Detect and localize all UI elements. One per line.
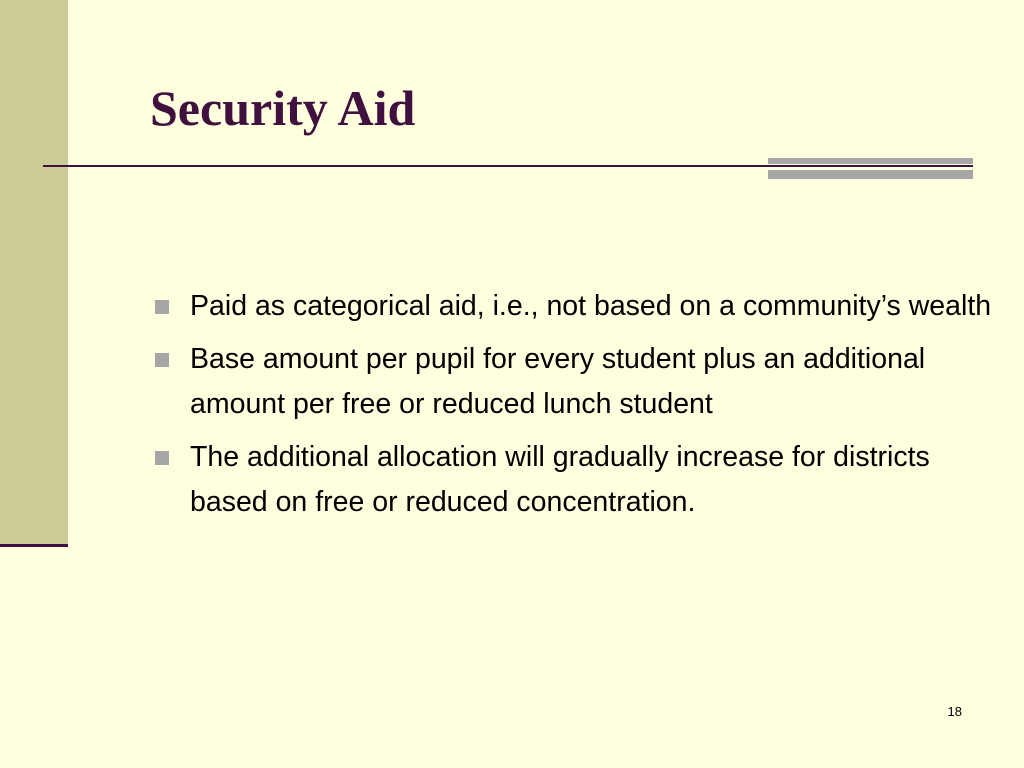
left-decorative-rule	[0, 544, 68, 547]
bullet-item	[152, 435, 992, 525]
accent-bar-top	[768, 158, 973, 164]
bullet-item	[152, 337, 992, 427]
left-decorative-bar	[0, 0, 68, 545]
bullet-item	[152, 284, 992, 329]
slide-page-number: 18	[947, 704, 962, 719]
slide-title: Security Aid	[150, 80, 416, 136]
bullet-text: The additional allocation will gradually increase for districts based on free or reduced concentration.	[190, 441, 930, 518]
bullet-text: Base amount per pupil for every student plus an additional amount per free or reduced lunch student	[190, 343, 926, 420]
title-underline-rule	[43, 165, 973, 167]
square-bullet-icon	[155, 451, 169, 465]
accent-bar-bottom	[768, 170, 973, 179]
bullet-text: Paid as categorical aid, i.e., not based on a community’s wealth	[190, 290, 992, 322]
square-bullet-icon	[155, 300, 169, 314]
square-bullet-icon	[155, 353, 169, 367]
bullet-list	[152, 284, 992, 533]
